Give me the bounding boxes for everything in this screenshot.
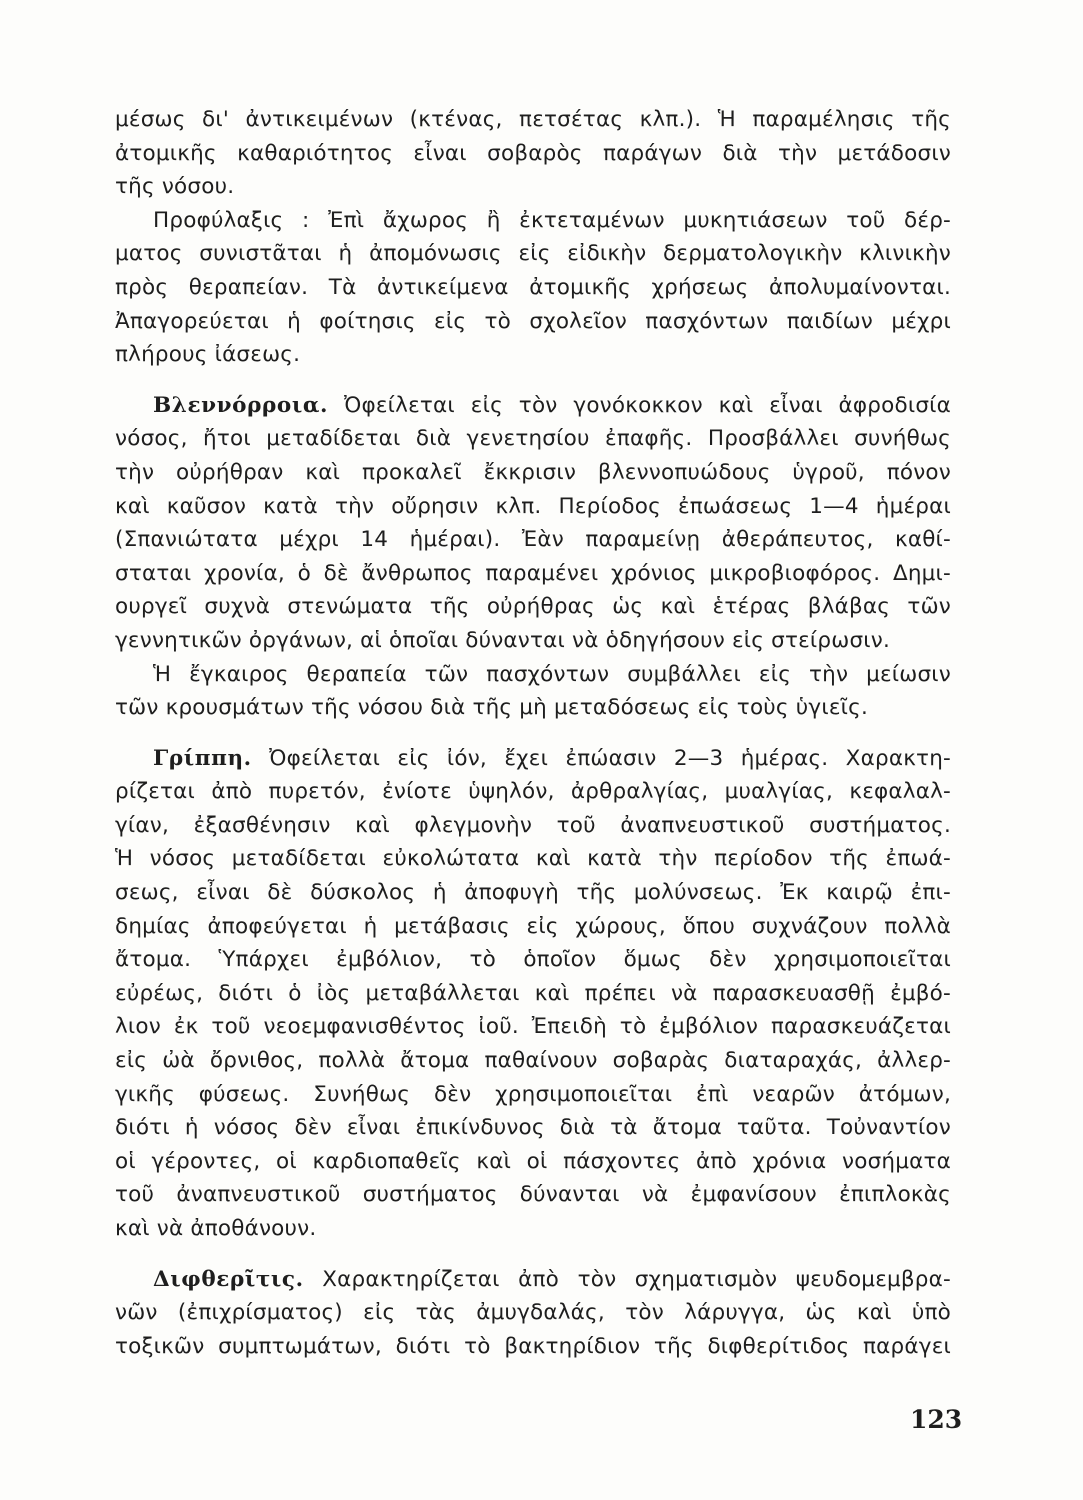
- paragraph-gap: [115, 725, 951, 742]
- term-gonorrhea: Βλεννόρροια.: [153, 392, 329, 418]
- text-line: γεννητικῶν ὀργάνων, αἱ ὁποῖαι δύνανται νὰ ὁδηγήσουν εἰς στείρωσιν.: [115, 627, 891, 653]
- paragraph-gap: [115, 1246, 951, 1263]
- text-line: πρὸς θεραπείαν. Τὰ ἀντικείμενα ἀτομικῆς χρήσεως ἀπολυμαίνονται.: [115, 274, 951, 300]
- text-line: γίαν, ἐξασθένησιν καὶ φλεγμονὴν τοῦ ἀναπνευστικοῦ συστήματος.: [115, 812, 951, 838]
- text-run: Χαρακτηρίζεται ἀπὸ τὸν σχηματισμὸν ψευδομεμβρα-: [303, 1266, 951, 1292]
- page-body: [115, 103, 951, 1363]
- text-line: τῆς νόσου.: [115, 174, 235, 200]
- section-influenza: [115, 742, 951, 1246]
- text-line: ματος συνιστᾶται ἡ ἀπομόνωσις εἰς εἰδικὴν δερματολογικὴν κλινικὴν: [115, 241, 951, 267]
- text-line: τοξικῶν συμπτωμάτων, διότι τὸ βακτηρίδιον τῆς διφθερίτιδος παράγει: [115, 1333, 951, 1359]
- text-line: εἰς ὠὰ ὄρνιθος, πολλὰ ἄτομα παθαίνουν σοβαρὰς διαταραχάς, ἀλλερ-: [115, 1048, 951, 1074]
- text-line: τοῦ ἀναπνευστικοῦ συστήματος δύνανται νὰ ἐμφανίσουν ἐπιπλοκὰς: [115, 1182, 951, 1208]
- text-line: σταται χρονία, ὁ δὲ ἄνθρωπος παραμένει χρόνιος μικροβιοφόρος. Δημι-: [115, 560, 951, 586]
- text-line: εὐρέως, διότι ὁ ἰὸς μεταβάλλεται καὶ πρέπει νὰ παρασκευασθῇ ἐμβό-: [115, 980, 951, 1006]
- text-line: Προφύλαξις : Ἐπὶ ἄχωρος ἢ ἐκτεταμένων μυκητιάσεων τοῦ δέρ-: [153, 207, 951, 233]
- text-run: Ὀφείλεται εἰς ἰόν, ἔχει ἐπώασιν 2—3 ἡμέρας. Χαρακτη-: [251, 745, 951, 771]
- text-line: Ἀπαγορεύεται ἡ φοίτησις εἰς τὸ σχολεῖον πασχόντων παιδίων μέχρι: [115, 308, 951, 334]
- text-line: τῶν κρουσμάτων τῆς νόσου διὰ τῆς μὴ μεταδόσεως εἰς τοὺς ὑγιεῖς.: [115, 695, 868, 721]
- page-number: 123: [910, 1405, 963, 1434]
- text-line: ουργεῖ συχνὰ στενώματα τῆς οὐρήθρας ὡς καὶ ἑτέρας βλάβας τῶν: [115, 594, 951, 620]
- text-line: μέσως δι' ἀντικειμένων (κτένας, πετσέτας κλπ.). Ἡ παραμέλησις τῆς: [115, 107, 951, 132]
- text-line: διότι ἡ νόσος δὲν εἶναι ἐπικίνδυνος διὰ τὰ ἄτομα ταῦτα. Τοὐναντίον: [115, 1115, 951, 1141]
- text-line: δημίας ἀποφεύγεται ἡ μετάβασις εἰς χώρους, ὅπου συχνάζουν πολλὰ: [115, 913, 951, 939]
- text-line: λιον ἐκ τοῦ νεοεμφανισθέντος ἰοῦ. Ἐπειδὴ τὸ ἐμβόλιον παρασκευάζεται: [115, 1014, 951, 1040]
- text-line: πλήρους ἰάσεως.: [115, 342, 301, 368]
- section-gonorrhea: [115, 389, 951, 725]
- text-line: Ἡ νόσος μεταδίδεται εὐκολώτατα καὶ κατὰ τὴν περίοδον τῆς ἐπωά-: [115, 846, 951, 872]
- text-line: σεως, εἶναι δὲ δύσκολος ἡ ἀποφυγὴ τῆς μολύνσεως. Ἐκ καιρῷ ἐπι-: [115, 880, 951, 906]
- text-line: ἄτομα. Ὑπάρχει ἐμβόλιον, τὸ ὁποῖον ὅμως δὲν χρησιμοποιεῖται: [115, 947, 951, 973]
- text-line: ἀτομικῆς καθαριότητος εἶναι σοβαρὸς παράγων διὰ τὴν μετάδοσιν: [115, 140, 951, 166]
- text-line: ρίζεται ἀπὸ πυρετόν, ἐνίοτε ὑψηλόν, ἀρθραλγίας, μυαλγίας, κεφαλαλ-: [115, 779, 951, 805]
- text-line: [115, 742, 951, 776]
- paragraph-gap: [115, 372, 951, 389]
- text-line: [115, 389, 951, 423]
- text-line: οἱ γέροντες, οἱ καρδιοπαθεῖς καὶ οἱ πάσχοντες ἀπὸ χρόνια νοσήματα: [115, 1148, 951, 1174]
- text-line: [115, 1263, 951, 1297]
- section-diphtheria: [115, 1263, 951, 1364]
- paragraph-prophylaxis: [115, 204, 951, 372]
- text-line: (Σπανιώτατα μέχρι 14 ἡμέραι). Ἐὰν παραμείνῃ ἀθεράπευτος, καθί-: [115, 527, 951, 553]
- paragraph-tinea-transmission: [115, 103, 951, 204]
- text-line: νῶν (ἐπιχρίσματος) εἰς τὰς ἀμυγδαλάς, τὸν λάρυγγα, ὡς καὶ ὑπὸ: [115, 1300, 951, 1326]
- text-line: καὶ νὰ ἀποθάνουν.: [115, 1216, 317, 1241]
- text-line: γικῆς φύσεως. Συνήθως δὲν χρησιμοποιεῖται ἐπὶ νεαρῶν ἀτόμων,: [115, 1081, 951, 1107]
- term-diphtheria: Διφθερῖτις.: [153, 1266, 304, 1292]
- text-line: Ἡ ἔγκαιρος θεραπεία τῶν πασχόντων συμβάλλει εἰς τὴν μείωσιν: [153, 661, 951, 687]
- text-run: Ὀφείλεται εἰς τὸν γονόκοκκον καὶ εἶναι ἀφροδισία: [328, 392, 951, 418]
- text-line: νόσος, ἤτοι μεταδίδεται διὰ γενετησίου ἐπαφῆς. Προσβάλλει συνήθως: [115, 426, 951, 452]
- text-line: καὶ καῦσον κατὰ τὴν οὔρησιν κλπ. Περίοδος ἐπωάσεως 1—4 ἡμέραι: [115, 493, 951, 519]
- term-influenza: Γρίππη.: [153, 745, 252, 771]
- text-line: τὴν οὐρήθραν καὶ προκαλεῖ ἔκκρισιν βλεννοπυώδους ὑγροῦ, πόνον: [115, 459, 951, 485]
